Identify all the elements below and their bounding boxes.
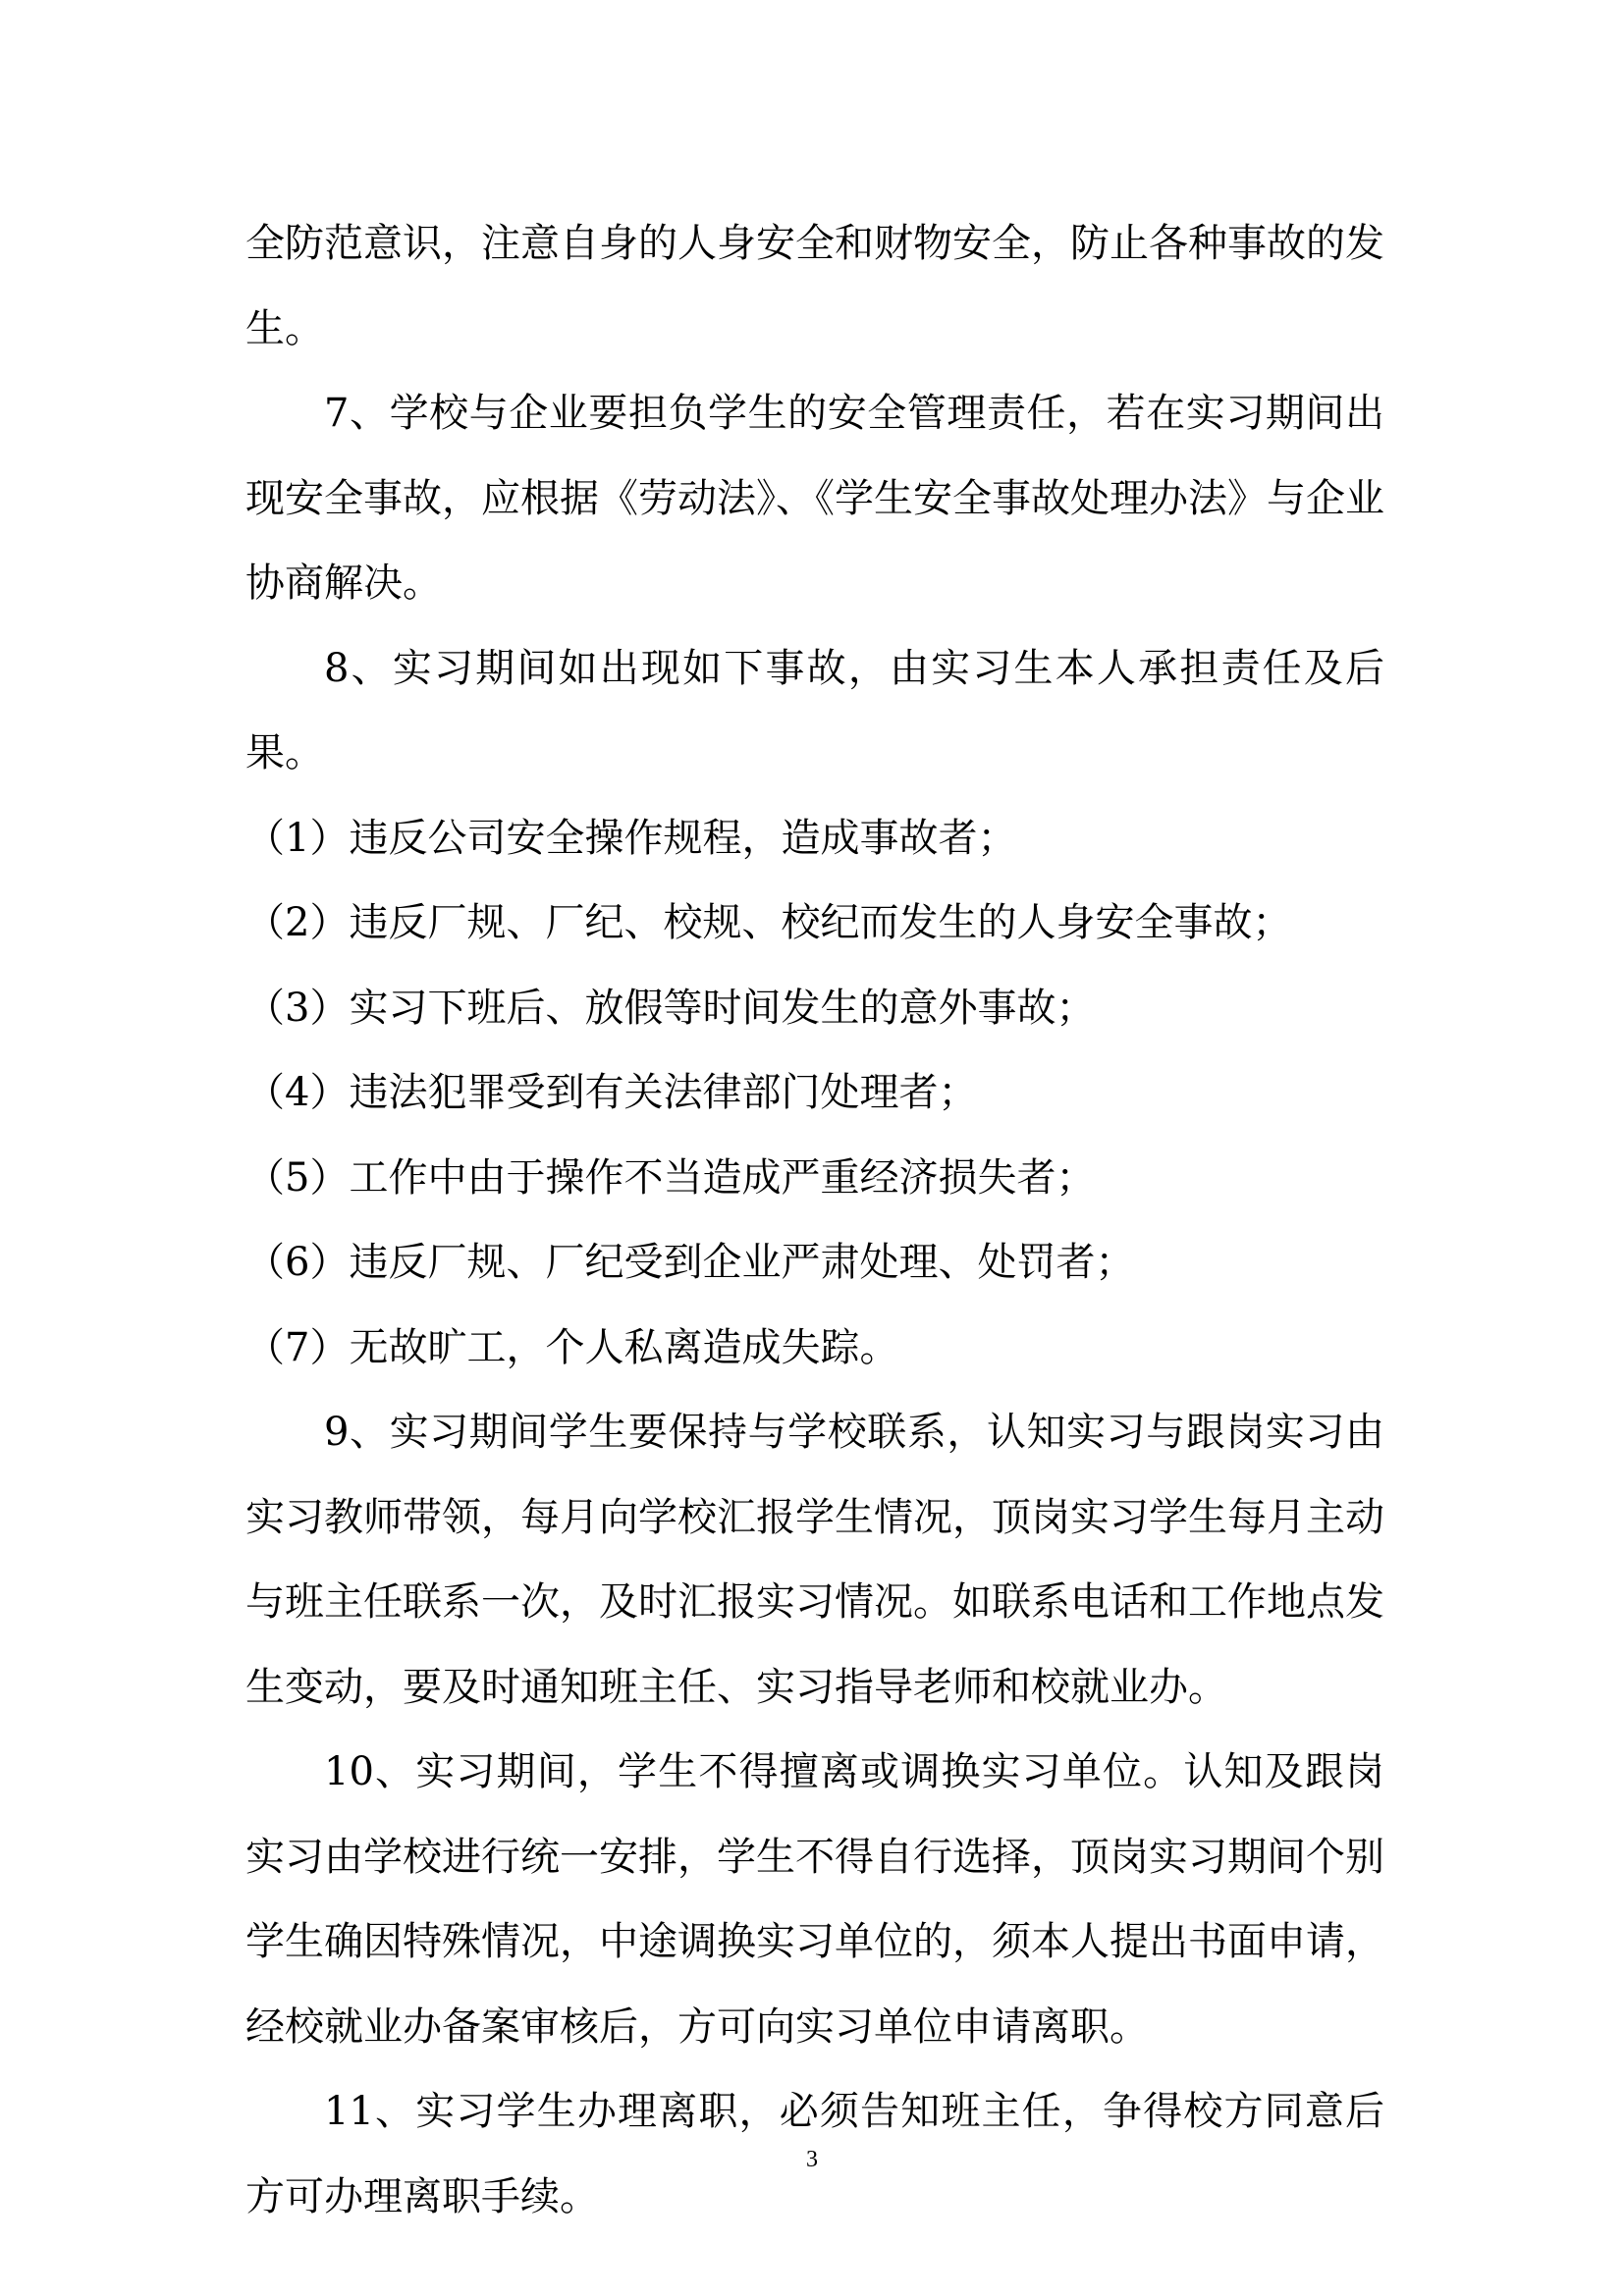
sub-item-7: （7）无故旷工，个人私离造成失踪。 [245, 1324, 899, 1370]
sub-item-3: （3）实习下班后、放假等时间发生的意外事故； [245, 985, 1096, 1031]
sub-item-5: （5）工作中由于操作不当造成严重经济损失者； [245, 1154, 1096, 1201]
document-body [245, 201, 1384, 2239]
page-number: 3 [806, 2147, 818, 2172]
paragraph-item-9: 9、实习期间学生要保持与学校联系，认知实习与跟岗实习由实习教师带领，每月向学校汇报学生情况，顶岗实习学生每月主动与班主任联系一次，及时汇报实习情况。如联系电话和工作地点发生变动，要及时通知班主任、实习指导老师和校就业办。 [245, 1410, 1384, 1710]
sub-item-2: （2）违反厂规、厂纪、校规、校纪而发生的人身安全事故； [245, 900, 1292, 945]
sub-item-4: （4）违法犯罪受到有关法律部门处理者； [245, 1070, 978, 1115]
paragraph-item-8: 8、实习期间如出现如下事故，由实习生本人承担责任及后果。 [245, 645, 1384, 775]
paragraph-item-7: 7、学校与企业要担负学生的安全管理责任，若在实习期间出现安全事故，应根据《劳动法》、《学生安全事故处理办法》与企业协商解决。 [245, 391, 1384, 606]
paragraph-continuation: 全防范意识，注意自身的人身安全和财物安全，防止各种事故的发生。 [245, 221, 1384, 351]
sub-item-6: （6）违反厂规、厂纪受到企业严肃处理、处罚者； [245, 1240, 1135, 1285]
sub-item-1: （1）违反公司安全操作规程，造成事故者； [245, 815, 1017, 861]
paragraph-item-10: 10、实习期间，学生不得擅离或调换实习单位。认知及跟岗实习由学校进行统一安排，学生不得自行选择，顶岗实习期间个别学生确因特殊情况，中途调换实习单位的，须本人提出书面申请，经校就业办备案审核后，方可向实习单位申请离职。 [245, 1749, 1384, 2050]
paragraph-item-11: 11、实习学生办理离职，必须告知班主任，争得校方同意后方可办理离职手续。 [245, 2089, 1384, 2219]
